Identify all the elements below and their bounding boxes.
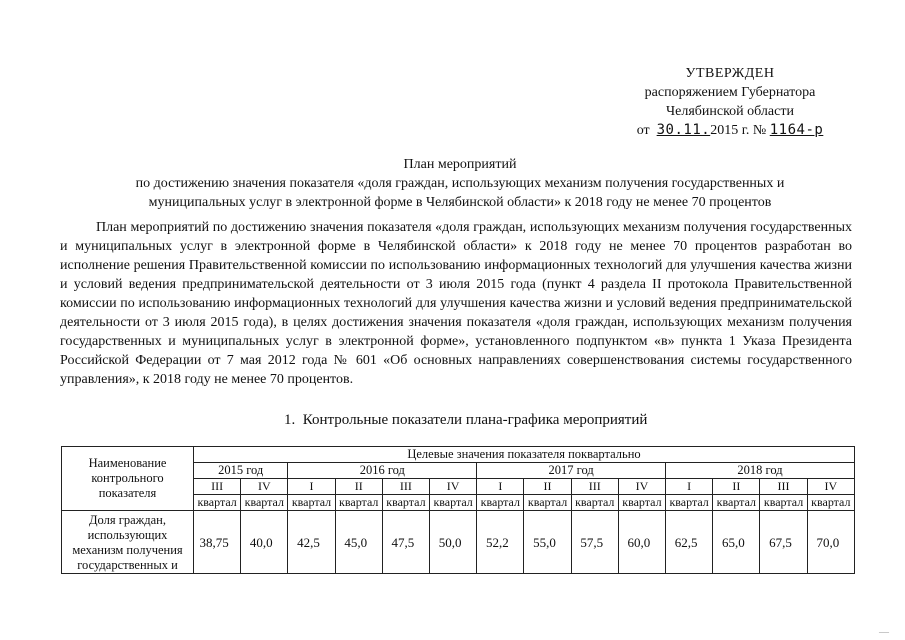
target-values-header: Целевые значения показателя поквартально <box>194 447 855 463</box>
quarter-number: III <box>382 479 429 495</box>
approval-date-line <box>600 121 860 140</box>
quarter-number: IV <box>241 479 288 495</box>
quarter-value: 70,0 <box>807 511 854 574</box>
quarter-value: 62,5 <box>666 511 713 574</box>
quarter-label: квартал <box>477 495 524 511</box>
intro-paragraph: План мероприятий по достижению значения показателя «доля граждан, использующих механизм получения государственных и муниципальных услуг в электронной форме в Челябинской области» к 2018 году не менее 70 процентов разработан во исполнение решения Правительственной комиссии по использованию информационных технологий для улучшения качества жизни и условий ведения предпринимательской деятельности от 3 июля 2015 года (пункт 4 раздела II протокола Правительственной комиссии по использованию информационных технологий для улучшения качества жизни и условий ведения предпринимательской деятельности от 3 июля 2015 года), в целях достижения значения показателя «доля граждан, использующих механизм получения государственных и муниципальных услуг в электронной форме», установленного подпунктом «в» пункта 1 Указа Президента Российской Федерации от 7 мая 2012 года № 601 «Об основных направлениях совершенствования системы государственного управления», к 2018 году не менее 70 процентов. <box>60 220 852 387</box>
quarter-label: квартал <box>571 495 618 511</box>
approval-region: Челябинской области <box>666 104 794 119</box>
title-line-2: по достижению значения показателя «доля граждан, использующих механизм получения государственных и <box>135 176 785 191</box>
indicator-name-header: Наименование контрольного показателя <box>62 447 194 511</box>
quarter-value: 38,75 <box>194 511 241 574</box>
quarter-value: 47,5 <box>382 511 429 574</box>
quarter-number: I <box>666 479 713 495</box>
title-line-1: План мероприятий <box>403 157 517 172</box>
table-row <box>62 511 855 574</box>
quarter-label: квартал <box>382 495 429 511</box>
quarter-number: I <box>477 479 524 495</box>
quarter-number: III <box>571 479 618 495</box>
section-number: 1. <box>284 412 296 428</box>
quarter-number: IV <box>807 479 854 495</box>
quarter-label: квартал <box>713 495 760 511</box>
quarter-value: 60,0 <box>618 511 665 574</box>
approval-heading: УТВЕРЖДЕН <box>685 66 775 81</box>
indicator-name: Доля граждан, использующих механизм получения государственных и <box>62 511 194 574</box>
page-mark: — <box>879 627 889 638</box>
section-title: Контрольные показатели плана-графика мероприятий <box>302 412 648 428</box>
quarter-label: квартал <box>807 495 854 511</box>
quarter-label: квартал <box>288 495 335 511</box>
quarter-number: II <box>713 479 760 495</box>
approval-year: 2015 г. № <box>710 123 767 138</box>
approval-issuer: распоряжением Губернатора <box>644 85 816 100</box>
year-header: 2018 год <box>666 463 855 479</box>
quarter-value: 45,0 <box>335 511 382 574</box>
document-title <box>80 155 840 212</box>
quarter-number: II <box>524 479 571 495</box>
quarter-number: I <box>288 479 335 495</box>
approval-stamp <box>600 64 860 140</box>
approval-number: 1164-р <box>769 122 824 138</box>
quarter-value: 52,2 <box>477 511 524 574</box>
quarter-label: квартал <box>335 495 382 511</box>
quarter-number: III <box>194 479 241 495</box>
quarter-label: квартал <box>194 495 241 511</box>
quarter-number: II <box>335 479 382 495</box>
quarter-label: квартал <box>618 495 665 511</box>
quarter-value: 50,0 <box>430 511 477 574</box>
approval-date-prefix: от <box>636 123 650 138</box>
year-header: 2017 год <box>477 463 666 479</box>
quarter-value: 42,5 <box>288 511 335 574</box>
quarter-value: 55,0 <box>524 511 571 574</box>
year-header: 2015 год <box>194 463 288 479</box>
approval-date: 30.11. <box>656 122 711 138</box>
year-header: 2016 год <box>288 463 477 479</box>
indicators-table <box>61 446 855 574</box>
quarter-label: квартал <box>666 495 713 511</box>
quarter-label: квартал <box>430 495 477 511</box>
quarter-value: 65,0 <box>713 511 760 574</box>
section-heading <box>284 412 647 429</box>
title-line-3: муниципальных услуг в электронной форме в Челябинской области» к 2018 году не менее 70 процентов <box>148 195 772 210</box>
quarter-value: 67,5 <box>760 511 807 574</box>
quarter-label: квартал <box>241 495 288 511</box>
quarter-value: 40,0 <box>241 511 288 574</box>
quarter-label: квартал <box>524 495 571 511</box>
quarter-number: III <box>760 479 807 495</box>
quarter-value: 57,5 <box>571 511 618 574</box>
quarter-number: IV <box>618 479 665 495</box>
quarter-number: IV <box>430 479 477 495</box>
quarter-label: квартал <box>760 495 807 511</box>
